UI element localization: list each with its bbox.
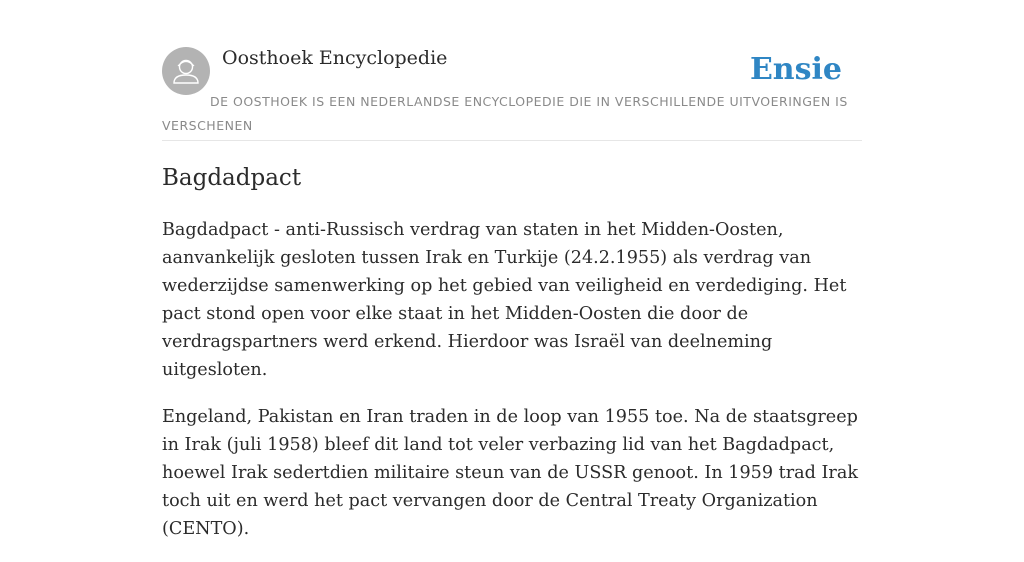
brand-logo[interactable]: Ensie <box>749 52 842 87</box>
user-icon <box>162 47 210 95</box>
author-name[interactable]: Oosthoek Encyclopedie <box>222 47 448 69</box>
author-tagline: DE OOSTHOEK IS EEN NEDERLANDSE ENCYCLOPEDIE DIE IN VERSCHILLENDE UITVOERINGEN IS VERSCHENEN <box>162 94 848 133</box>
article-paragraph: Bagdadpact - anti-Russisch verdrag van staten in het Midden-Oosten, aanvankelijk gesloten tussen Irak en Turkije (24.2.1955) als verdrag van wederzijdse samenwerking op het gebied van veiligheid en verdediging. Het pact stond open voor elke staat in het Midden-Oosten die door de verdragspartners werd erkend. Hierdoor was Israël van deelneming uitgesloten. <box>162 220 847 380</box>
page-title: Bagdadpact <box>162 165 302 191</box>
avatar[interactable] <box>162 47 210 95</box>
article-body <box>162 216 862 562</box>
article-paragraph: Engeland, Pakistan en Iran traden in de loop van 1955 toe. Na de staatsgreep in Irak (juli 1958) bleef dit land tot veler verbazing lid van het Bagdadpact, hoewel Irak sedertdien militaire steun van de USSR genoot. In 1959 trad Irak toch uit en werd het pact vervangen door de Central Treaty Organization (CENTO). <box>162 407 858 539</box>
header <box>162 46 862 141</box>
